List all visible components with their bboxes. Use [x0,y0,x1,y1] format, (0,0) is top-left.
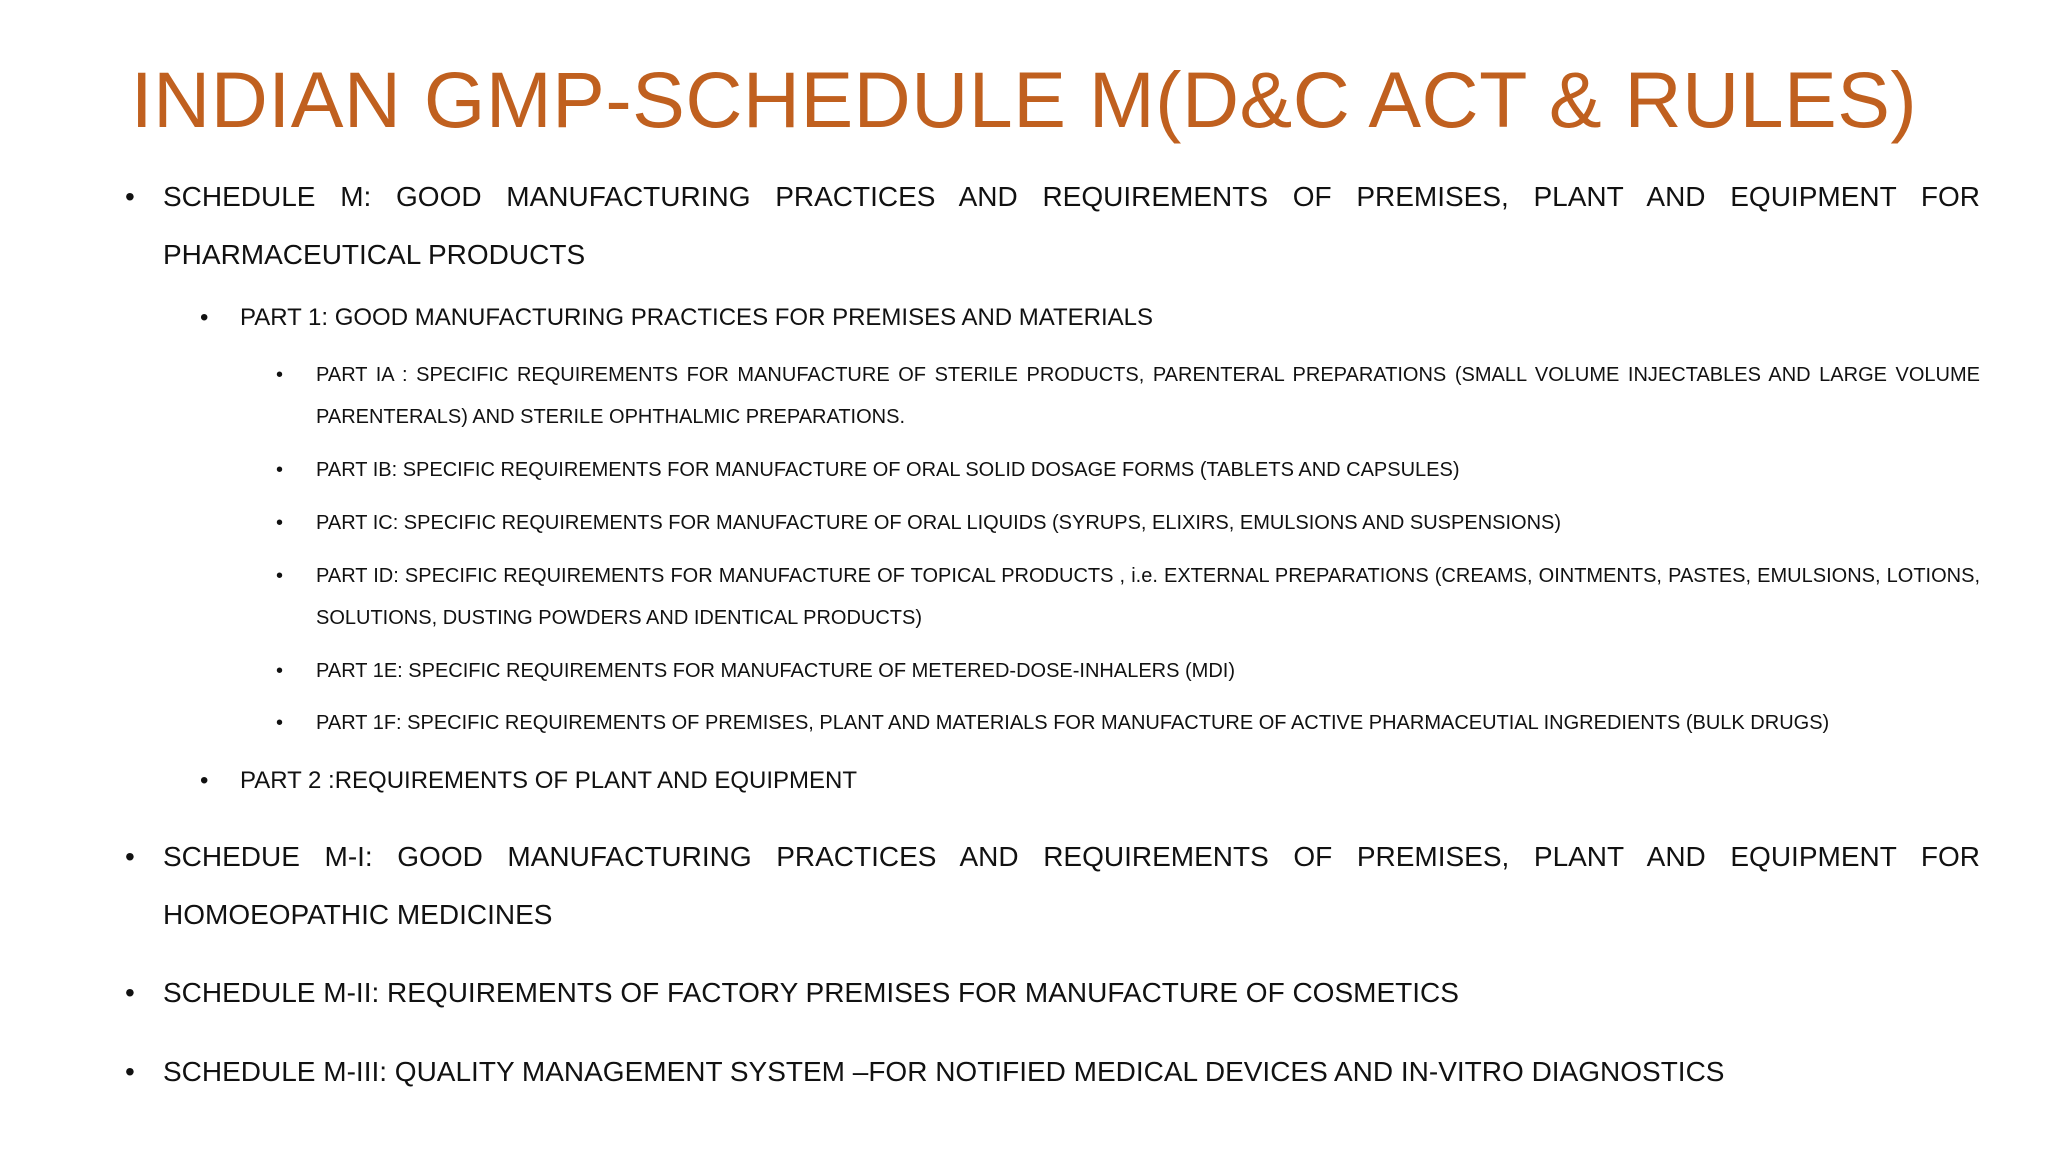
bullet-icon: • [276,512,284,534]
bullet-text: PART 1E: SPECIFIC REQUIREMENTS FOR MANUFACTURE OF METERED-DOSE-INHALERS (MDI) [316,660,1235,682]
bullet-icon: • [200,304,209,331]
bullet-text: SCHEDULE M: GOOD MANUFACTURING PRACTICES AND REQUIREMENTS OF PREMISES, PLANT AND EQUIPMENT FOR PHARMACEUTICAL PRODUCTS [163,181,1980,270]
bullet-item-part-id [276,555,1980,639]
bullet-text: SCHEDULE M-III: QUALITY MANAGEMENT SYSTEM –FOR NOTIFIED MEDICAL DEVICES AND IN-VITRO DIAGNOSTICS [163,1056,1725,1087]
bullet-icon: • [125,977,135,1008]
bullet-icon: • [125,181,135,212]
bullet-item-schedule-m-ii [125,964,1980,1022]
bullet-icon: • [276,660,284,682]
bullet-icon: • [276,459,284,481]
bullet-text: PART 1F: SPECIFIC REQUIREMENTS OF PREMISES, PLANT AND MATERIALS FOR MANUFACTURE OF ACTIVE PHARMACEUTIAL INGREDIENTS (BULK DRUGS) [316,712,1830,734]
bullet-icon: • [276,712,284,734]
bullet-icon: • [200,767,209,794]
bullet-icon: • [125,841,135,872]
bullet-item-part-ia [276,354,1980,438]
bullet-text: PART IB: SPECIFIC REQUIREMENTS FOR MANUFACTURE OF ORAL SOLID DOSAGE FORMS (TABLETS AND CAPSULES) [316,459,1460,481]
bullet-item-part-ic [276,502,1980,544]
bullet-text: PART IC: SPECIFIC REQUIREMENTS FOR MANUFACTURE OF ORAL LIQUIDS (SYRUPS, ELIXIRS, EMULSIONS AND SUSPENSIONS) [316,512,1562,534]
bullet-item-part-1 [200,300,1980,336]
bullet-item-schedule-m-iii [125,1043,1980,1101]
bullet-icon: • [125,1056,135,1087]
bullet-item-part-1f [276,702,1980,744]
bullet-text: PART 2 :REQUIREMENTS OF PLANT AND EQUIPMENT [240,767,858,794]
bullet-text: PART ID: SPECIFIC REQUIREMENTS FOR MANUFACTURE OF TOPICAL PRODUCTS , i.e. EXTERNAL PREPARATIONS (CREAMS, OINTMENTS, PASTES, EMULSIONS, LOTIONS, SOLUTIONS, DUSTING POWDERS AND IDENTICAL PRODUCTS) [316,565,1980,629]
bullet-text: SCHEDUE M-I: GOOD MANUFACTURING PRACTICES AND REQUIREMENTS OF PREMISES, PLANT AND EQUIPMENT FOR HOMOEOPATHIC MEDICINES [163,841,1980,930]
bullet-icon: • [276,565,284,587]
bullet-item-schedule-m [125,168,1980,284]
bullet-text: PART IA : SPECIFIC REQUIREMENTS FOR MANUFACTURE OF STERILE PRODUCTS, PARENTERAL PREPARATIONS (SMALL VOLUME INJECTABLES AND LARGE VOLUME PARENTERALS) AND STERILE OPHTHALMIC PREPARATIONS. [316,364,1980,428]
slide-title: INDIAN GMP-SCHEDULE M(D&C ACT & RULES) [130,55,1918,144]
bullet-item-part-1e [276,650,1980,692]
bullet-icon: • [276,364,284,386]
bullet-item-part-2 [200,763,1980,799]
bullet-text: SCHEDULE M-II: REQUIREMENTS OF FACTORY PREMISES FOR MANUFACTURE OF COSMETICS [163,977,1459,1008]
bullet-item-schedule-m-i [125,828,1980,944]
bullet-item-part-ib [276,449,1980,491]
bullet-text: PART 1: GOOD MANUFACTURING PRACTICES FOR PREMISES AND MATERIALS [240,304,1154,331]
